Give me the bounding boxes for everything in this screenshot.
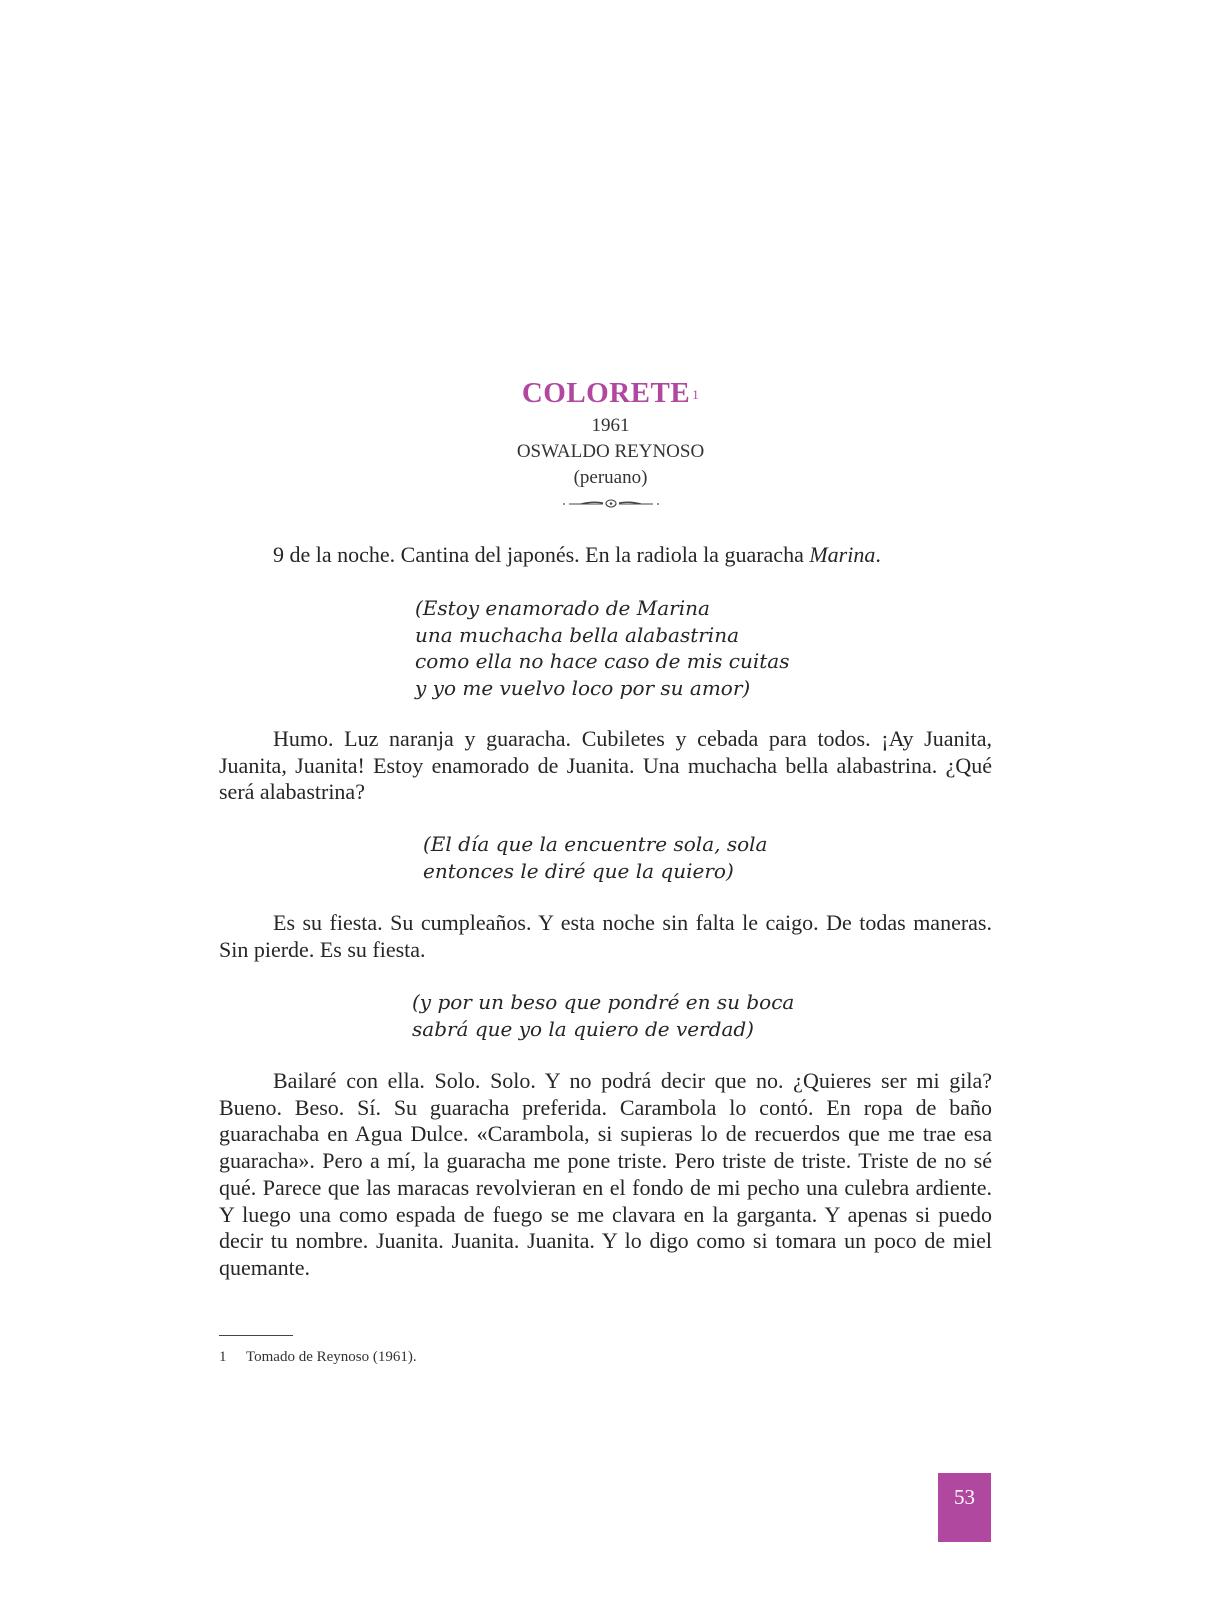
- ornament-divider-icon: [561, 497, 661, 509]
- page-number-badge: [938, 1473, 991, 1542]
- paragraph-text: Es su fiesta. Su cumpleaños. Y esta noche sin falta le caigo. De todas maneras. Sin pierde. Es su fiesta.: [219, 910, 992, 962]
- paragraph-2: [219, 910, 992, 963]
- verse-line: (Estoy enamorado de Marina: [415, 596, 710, 620]
- paragraph-1: [219, 726, 992, 806]
- intro-text: 9 de la noche. Cantina del japonés. En la radiola la guaracha: [273, 542, 810, 567]
- intro-end: .: [875, 542, 881, 567]
- verse-line: (El día que la encuentre sola, sola: [423, 832, 768, 856]
- verse-line: (y por un beso que pondré en su boca: [412, 990, 795, 1014]
- page-number: 53: [954, 1485, 975, 1509]
- footnote-divider: [219, 1335, 293, 1336]
- verse-line: entonces le diré que la quiero): [423, 858, 734, 883]
- footnote: [219, 1349, 417, 1366]
- verse-line: sabrá que yo la quiero de verdad): [412, 1016, 754, 1041]
- story-header: [0, 376, 1221, 509]
- verse-stanza-3: [412, 989, 794, 1042]
- paragraph-text: Bailaré con ella. Solo. Solo. Y no podrá decir que no. ¿Quieres ser mi gila? Bueno. Beso. Sí. Su guaracha preferida. Carambola lo contó. En ropa de baño guarachaba en Agua Dulce. «Carambola, si supieras lo de recuerdos que me trae esa guaracha». Pero a mí, la guaracha me pone triste. Pero triste de triste. Triste de no sé qué. Parece que las maracas revolvieran en el fondo de mi pecho una culebra ardiente. Y luego una como espada de fuego se me clavara en la garganta. Y apenas si puedo decir tu nombre. Juanita. Juanita. Juanita. Y lo digo como si tomara un poco de miel quemante.: [219, 1068, 992, 1280]
- verse-line: como ella no hace caso de mis cuitas: [415, 649, 790, 674]
- intro-paragraph: [219, 542, 992, 569]
- verse-stanza-1: [415, 595, 789, 702]
- publication-year: 1961: [591, 415, 630, 436]
- footnote-reference: 1: [692, 387, 700, 402]
- paragraph-text: Humo. Luz naranja y guaracha. Cubiletes y cebada para todos. ¡Ay Juanita, Juanita, Juanita! Estoy enamorado de Juanita. Una muchacha bella alabastrina. ¿Qué será alabastrina?: [219, 726, 992, 805]
- author-name: OSWALDO REYNOSO: [516, 441, 705, 462]
- song-title: Marina: [809, 542, 876, 567]
- story-title-text: COLORETE: [521, 377, 691, 409]
- story-title: [0, 376, 1221, 410]
- verse-line: una muchacha bella alabastrina: [415, 622, 740, 647]
- verse-line: y yo me vuelvo loco por su amor): [415, 676, 751, 701]
- verse-stanza-2: [423, 831, 767, 884]
- footnote-number: 1: [219, 1349, 227, 1365]
- author-nationality: (peruano): [573, 467, 648, 488]
- paragraph-3: [219, 1068, 992, 1282]
- footnote-text: Tomado de Reynoso (1961).: [246, 1349, 417, 1365]
